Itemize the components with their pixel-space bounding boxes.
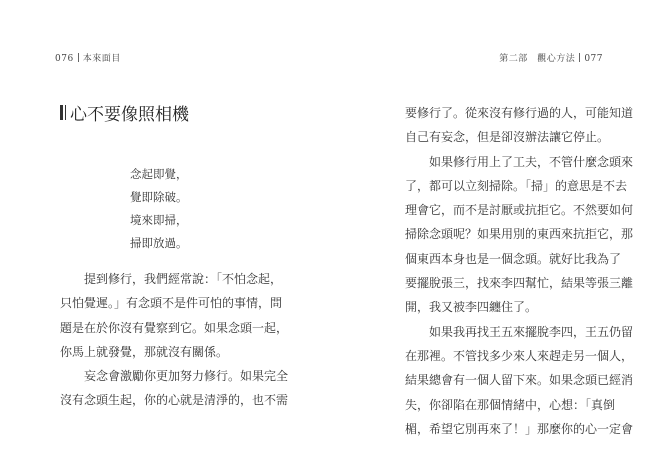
chapter-heading	[60, 100, 189, 125]
body-line: 題是在於你沒有覺察到它。如果念頭一起，	[60, 320, 289, 335]
body-line: 結果總會有一個人留下來。如果念頭已經消	[405, 373, 634, 388]
body-line: 了，都可以立刻掃除。「掃」的意思是不去	[405, 178, 628, 193]
header-separator	[78, 53, 79, 62]
heading-bar-mark	[65, 105, 66, 120]
left-page-number: 076	[55, 54, 74, 64]
verse-line: 掃即放過。	[130, 236, 188, 250]
body-line: 楣，希望它別再來了！」那麼你的心一定會	[405, 421, 634, 436]
body-line: 理會它，而不是討厭或抗拒它。不然要如何	[405, 203, 634, 218]
body-line: 你馬上就發覺，那就沒有關係。	[60, 344, 229, 359]
body-line: 要擺脫張三，找來李四幫忙，結果等張三離	[405, 276, 634, 291]
verse-line: 覺即除破。	[130, 190, 188, 204]
left-book-title: 本來面目	[82, 54, 121, 64]
right-page-body	[405, 101, 634, 441]
body-line: 妄念會激勵你更加努力修行。如果完全	[84, 369, 289, 384]
right-section-title: 第二部 觀心方法	[499, 54, 576, 64]
body-line: 掃除念頭呢？如果用別的東西來抗拒它，那	[405, 227, 634, 242]
body-line: 如果修行用上了工夫，不管什麼念頭來	[429, 154, 634, 169]
body-line: 只怕覺遲。」有念頭不是件可怕的事情，問	[60, 296, 283, 311]
verse-line: 念起即覺，	[130, 167, 188, 181]
heading-bar-mark	[60, 105, 63, 120]
left-running-header	[55, 51, 121, 64]
header-separator	[579, 53, 580, 62]
right-running-header	[499, 51, 603, 64]
body-line: 自己有妄念，但是卻沒辦法讓它停止。	[405, 130, 610, 145]
body-line: 提到修行，我們經常說：「不怕念起，	[84, 272, 283, 286]
body-line: 失，你卻陷在那個情緒中，心想：「真倒	[405, 397, 616, 412]
left-page-body	[60, 267, 289, 413]
body-line: 開，我又被李四纏住了。	[405, 300, 538, 315]
body-line: 要修行了。從來沒有修行過的人，可能知道	[405, 106, 634, 120]
verse-block	[130, 163, 188, 255]
body-line: 在那裡。不管找多少來人來趕走另一個人，	[405, 348, 634, 363]
right-page-number: 077	[584, 54, 603, 64]
body-line: 如果我再找王五來擺脫李四，王五仍留	[429, 324, 634, 339]
chapter-heading-text: 心不要像照相機	[70, 105, 189, 125]
body-line: 沒有念頭生起，你的心就是清淨的，也不需	[60, 393, 289, 408]
body-line: 個東西本身也是一個念頭。就好比我為了	[405, 251, 622, 266]
verse-line: 境來即掃，	[130, 213, 188, 227]
